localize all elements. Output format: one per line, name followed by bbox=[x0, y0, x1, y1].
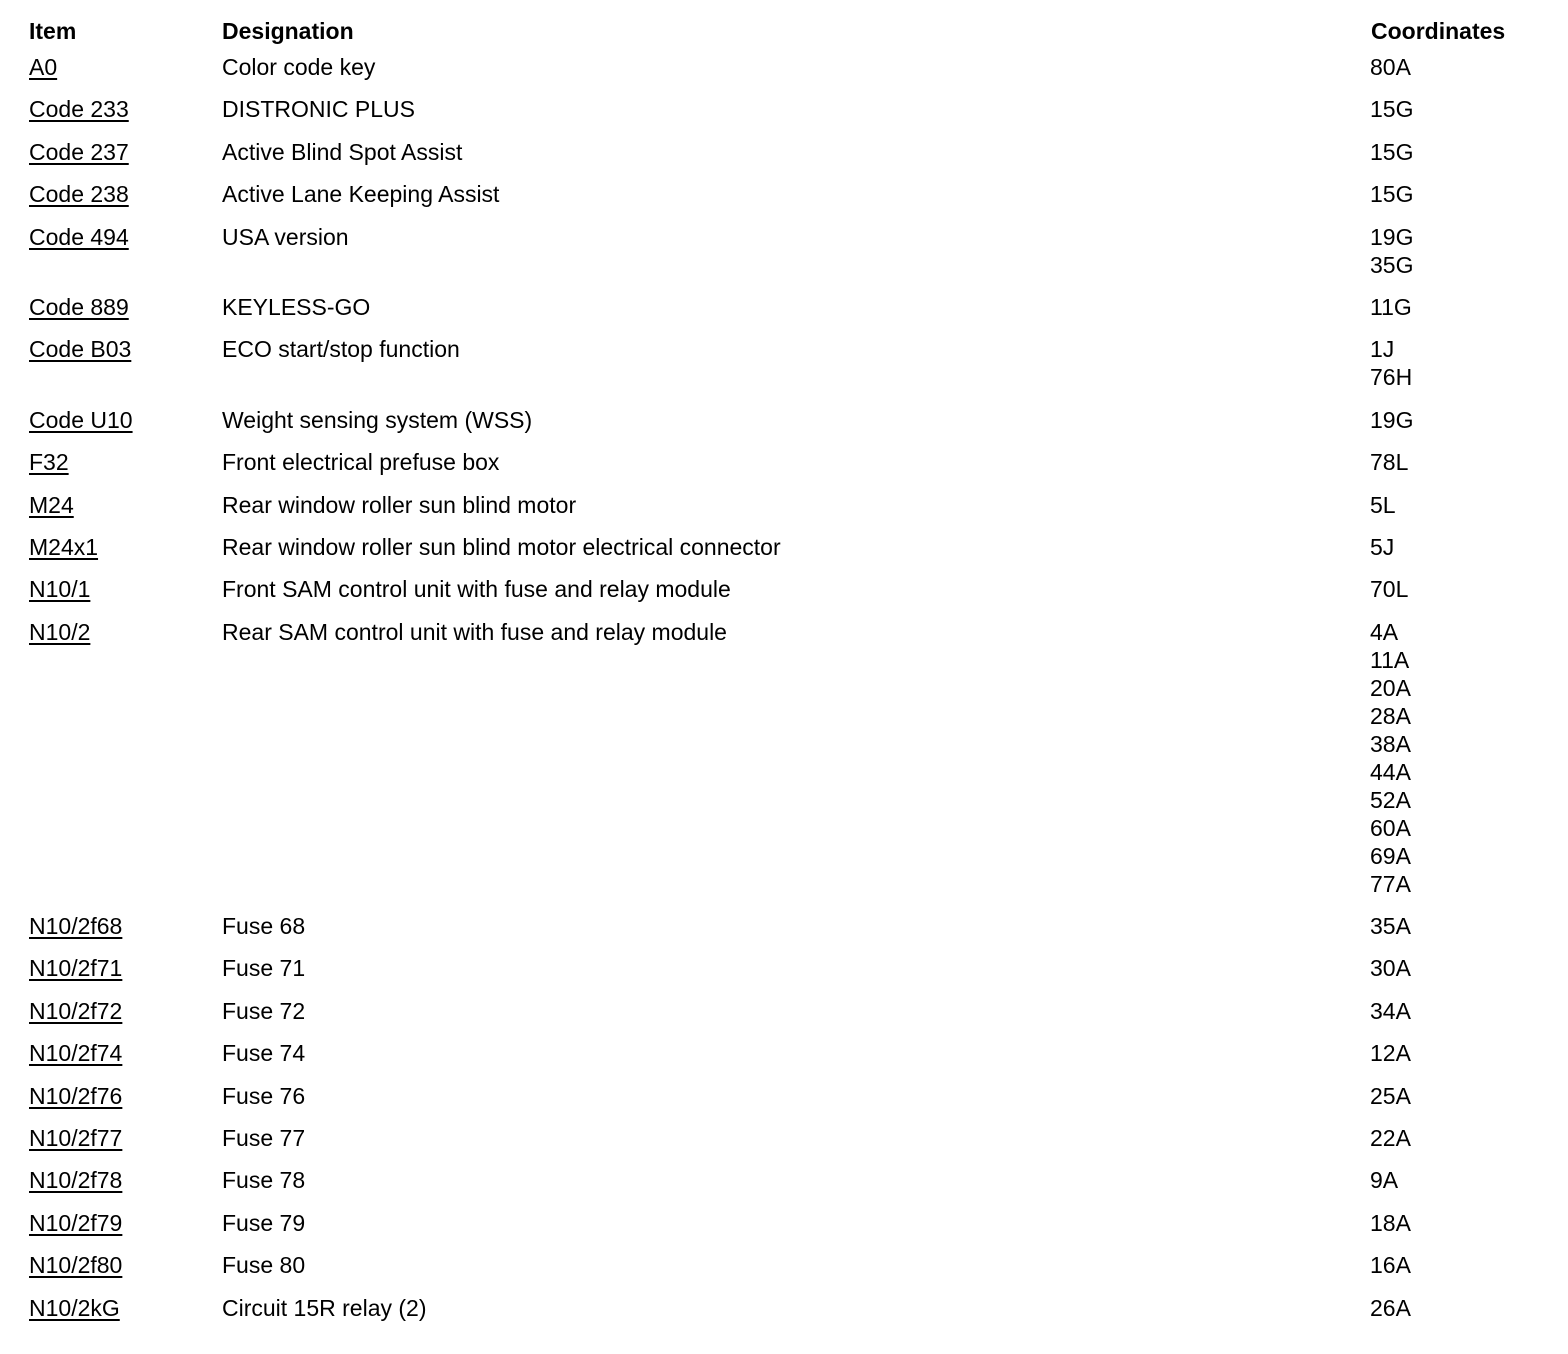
coordinates-cell bbox=[1370, 575, 1408, 603]
coordinates-cell bbox=[1370, 912, 1411, 940]
coordinate-value: 26A bbox=[1370, 1294, 1411, 1321]
coordinates-cell bbox=[1370, 1209, 1411, 1237]
table-row bbox=[0, 533, 1568, 561]
table-row bbox=[0, 575, 1568, 603]
item-link[interactable]: Code 237 bbox=[29, 138, 129, 165]
item-link[interactable]: Code 494 bbox=[29, 223, 129, 250]
item-link[interactable]: N10/2f80 bbox=[29, 1252, 123, 1279]
coordinates-cell bbox=[1370, 1294, 1411, 1322]
coordinates-cell bbox=[1370, 1082, 1411, 1110]
coordinate-value: 15G bbox=[1370, 181, 1414, 208]
coordinate-value: 4A bbox=[1370, 618, 1399, 645]
table-row bbox=[0, 223, 1568, 279]
designation-text: Fuse 72 bbox=[222, 997, 306, 1024]
table-row bbox=[0, 1039, 1568, 1067]
coordinate-value: 52A bbox=[1370, 786, 1411, 813]
coordinate-value: 16A bbox=[1370, 1252, 1411, 1279]
coordinates-cell bbox=[1370, 491, 1396, 519]
coordinate-value: 78L bbox=[1370, 449, 1409, 476]
designation-text: Fuse 80 bbox=[222, 1252, 306, 1279]
item-link[interactable]: N10/2f76 bbox=[29, 1082, 123, 1109]
item-link[interactable]: N10/2f78 bbox=[29, 1167, 123, 1194]
coordinate-value: 12A bbox=[1370, 1040, 1411, 1067]
designation-text: Fuse 79 bbox=[222, 1209, 306, 1236]
coordinates-cell bbox=[1370, 448, 1408, 476]
coordinate-value: 60A bbox=[1370, 814, 1411, 841]
item-link[interactable]: F32 bbox=[29, 449, 69, 476]
designation-text: ECO start/stop function bbox=[222, 336, 460, 363]
coordinates-cell bbox=[1370, 335, 1412, 391]
item-link[interactable]: Code 233 bbox=[29, 96, 129, 123]
designation-text: Fuse 76 bbox=[222, 1082, 306, 1109]
designation-text: Front electrical prefuse box bbox=[222, 449, 500, 476]
coordinate-value: 11G bbox=[1370, 293, 1412, 320]
coordinates-cell bbox=[1370, 138, 1413, 166]
coordinates-cell bbox=[1370, 223, 1413, 279]
coordinate-value: 35G bbox=[1370, 251, 1414, 278]
coordinate-value: 22A bbox=[1370, 1125, 1411, 1152]
coordinate-value: 28A bbox=[1370, 702, 1411, 729]
table-row bbox=[0, 1124, 1568, 1152]
table-body bbox=[0, 53, 1568, 1322]
designation-text: Circuit 15R relay (2) bbox=[222, 1294, 427, 1321]
coordinates-cell bbox=[1370, 53, 1411, 81]
coordinate-value: 19G bbox=[1370, 223, 1414, 250]
table-row bbox=[0, 997, 1568, 1025]
coordinate-value: 76H bbox=[1370, 364, 1413, 391]
item-link[interactable]: N10/2kG bbox=[29, 1294, 120, 1321]
coordinate-value: 15G bbox=[1370, 138, 1414, 165]
column-header-coordinates: Coordinates bbox=[1371, 18, 1506, 44]
designation-text: DISTRONIC PLUS bbox=[222, 96, 415, 123]
coordinate-value: 5L bbox=[1370, 491, 1396, 518]
coordinate-value: 70L bbox=[1370, 576, 1409, 603]
column-header-item: Item bbox=[29, 18, 77, 44]
designation-text: Front SAM control unit with fuse and relay module bbox=[222, 576, 731, 603]
table-row bbox=[0, 448, 1568, 476]
table-row bbox=[0, 95, 1568, 123]
designation-text: Weight sensing system (WSS) bbox=[222, 406, 533, 433]
designation-text: Fuse 71 bbox=[222, 955, 306, 982]
designation-text: Rear window roller sun blind motor bbox=[222, 491, 577, 518]
table-row bbox=[0, 406, 1568, 434]
designation-text: Rear window roller sun blind motor electrical connector bbox=[222, 533, 781, 560]
coordinate-value: 38A bbox=[1370, 730, 1411, 757]
item-link[interactable]: Code 238 bbox=[29, 181, 129, 208]
item-link[interactable]: Code B03 bbox=[29, 336, 132, 363]
item-link[interactable]: Code 889 bbox=[29, 293, 129, 320]
coordinates-cell bbox=[1370, 180, 1413, 208]
item-link[interactable]: N10/2f74 bbox=[29, 1040, 123, 1067]
table-header bbox=[0, 17, 1568, 53]
coordinate-value: 9A bbox=[1370, 1167, 1399, 1194]
coordinates-cell bbox=[1370, 954, 1411, 982]
coordinates-cell bbox=[1370, 997, 1411, 1025]
coordinates-cell bbox=[1370, 618, 1411, 898]
table-row bbox=[0, 180, 1568, 208]
designation-text: Active Lane Keeping Assist bbox=[222, 181, 500, 208]
designation-text: KEYLESS-GO bbox=[222, 293, 371, 320]
coordinates-cell bbox=[1370, 293, 1412, 321]
coordinate-value: 80A bbox=[1370, 54, 1411, 80]
item-link[interactable]: A0 bbox=[29, 54, 58, 80]
designation-text: Active Blind Spot Assist bbox=[222, 138, 463, 165]
coordinate-value: 25A bbox=[1370, 1082, 1411, 1109]
coordinate-value: 35A bbox=[1370, 913, 1411, 940]
coordinate-value: 15G bbox=[1370, 96, 1414, 123]
designation-text: Fuse 77 bbox=[222, 1125, 306, 1152]
coordinate-value: 11A bbox=[1370, 646, 1410, 673]
table-row bbox=[0, 293, 1568, 321]
item-link[interactable]: N10/2 bbox=[29, 618, 91, 645]
item-link[interactable]: Code U10 bbox=[29, 406, 133, 433]
coordinates-cell bbox=[1370, 1039, 1411, 1067]
table-row bbox=[0, 1294, 1568, 1322]
designation-text: Fuse 78 bbox=[222, 1167, 306, 1194]
designation-text: Fuse 68 bbox=[222, 913, 306, 940]
item-link[interactable]: N10/2f79 bbox=[29, 1209, 123, 1236]
item-link[interactable]: N10/2f72 bbox=[29, 997, 123, 1024]
column-header-designation: Designation bbox=[222, 18, 354, 44]
designation-text: Color code key bbox=[222, 54, 376, 80]
coordinate-value: 34A bbox=[1370, 997, 1411, 1024]
item-link[interactable]: M24 bbox=[29, 491, 74, 518]
table-row bbox=[0, 335, 1568, 391]
designation-text: Fuse 74 bbox=[222, 1040, 306, 1067]
coordinate-value: 1J bbox=[1370, 336, 1395, 363]
item-link[interactable]: N10/2f77 bbox=[29, 1125, 123, 1152]
coordinates-cell bbox=[1370, 95, 1413, 123]
coordinate-value: 20A bbox=[1370, 674, 1411, 701]
item-link[interactable]: N10/2f71 bbox=[29, 955, 123, 982]
table-row bbox=[0, 954, 1568, 982]
table-row bbox=[0, 138, 1568, 166]
table-row bbox=[0, 491, 1568, 519]
item-link[interactable]: N10/2f68 bbox=[29, 913, 123, 940]
table-row bbox=[0, 1082, 1568, 1110]
table-row bbox=[0, 618, 1568, 898]
coordinate-value: 18A bbox=[1370, 1209, 1411, 1236]
coordinate-value: 77A bbox=[1370, 870, 1411, 897]
item-link[interactable]: M24x1 bbox=[29, 533, 99, 560]
coordinate-value: 69A bbox=[1370, 842, 1411, 869]
item-link[interactable]: N10/1 bbox=[29, 576, 91, 603]
coordinate-value: 19G bbox=[1370, 406, 1414, 433]
coordinates-cell bbox=[1370, 1124, 1411, 1152]
table-row bbox=[0, 912, 1568, 940]
coordinates-cell bbox=[1370, 533, 1394, 561]
coordinates-cell bbox=[1370, 1166, 1398, 1194]
table-row bbox=[0, 1209, 1568, 1237]
table-row bbox=[0, 53, 1568, 81]
coordinate-value: 44A bbox=[1370, 758, 1411, 785]
table-row bbox=[0, 1251, 1568, 1279]
coordinate-value: 5J bbox=[1370, 533, 1395, 560]
coordinates-cell bbox=[1370, 1251, 1411, 1279]
designation-text: USA version bbox=[222, 223, 349, 250]
coordinate-value: 30A bbox=[1370, 955, 1411, 982]
table-row bbox=[0, 1166, 1568, 1194]
designation-text: Rear SAM control unit with fuse and relay module bbox=[222, 618, 727, 645]
coordinates-cell bbox=[1370, 406, 1413, 434]
